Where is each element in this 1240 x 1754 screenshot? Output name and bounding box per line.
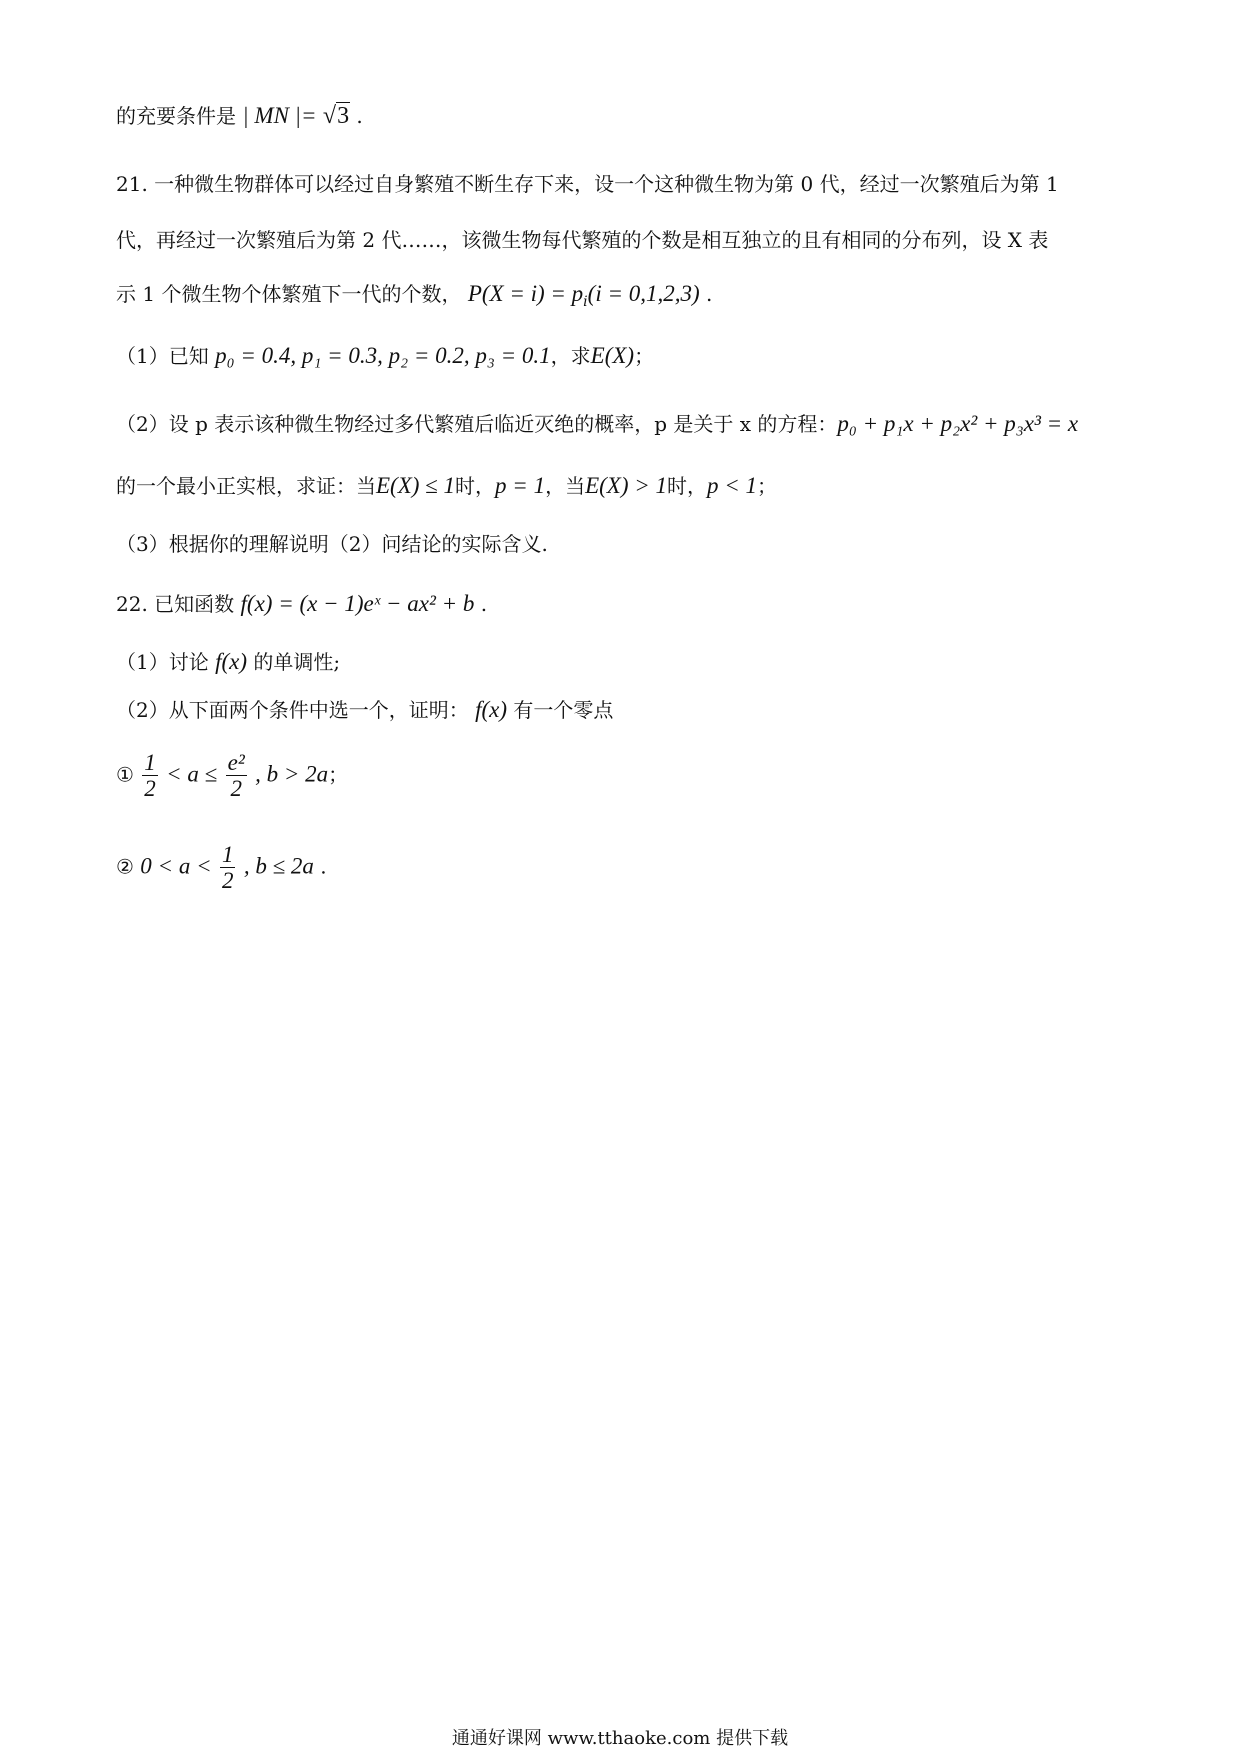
condition-2: ② 0 < a < $\frac{1}{2}$ , b ≤ 2a .	[116, 842, 327, 894]
circled-two-mark: ②	[116, 854, 134, 879]
question-number-21: 21.	[116, 172, 148, 196]
page-footer: 通通好课网 www.tthaoke.com 提供下载	[451, 1728, 789, 1749]
q22-part-2: （2）从下面两个条件中选一个，证明： f(x) 有一个零点	[116, 697, 614, 722]
q21-line-1: 21. 一种微生物群体可以经过自身繁殖不断生存下来，设一个这种微生物为第 0 代，经过一次繁殖后为第 1	[116, 172, 1059, 196]
question-number-22: 22.	[116, 592, 148, 616]
q21-line-2: 代，再经过一次繁殖后为第 2 代……，该微生物每代繁殖的个数是相互独立的且有相同的分布列，设 X 表	[116, 228, 1049, 252]
q22-part-1: （1）讨论 f(x) 的单调性;	[116, 649, 341, 674]
q21-part-3: （3）根据你的理解说明（2）问结论的实际含义.	[116, 532, 548, 556]
q21-part-2b: 的一个最小正实根，求证：当E(X) ≤ 1时，p = 1，当E(X) > 1时，p < 1；	[116, 473, 778, 498]
fraction-one-half: $\frac{1}{2}$	[221, 842, 234, 894]
q21-part-1: （1）已知 p₀ = 0.4, p₁ = 0.3, p₂ = 0.2, p₃ = 0.1，求E(X)；	[116, 343, 655, 368]
q21-part-2a: （2）设 p 表示该种微生物经过多代繁殖后临近灭绝的概率，p 是关于 x 的方程：p₀ + p₁x + p₂x² + p₃x³ = x	[116, 411, 1079, 436]
q21-line-3: 示 1 个微生物个体繁殖下一代的个数， $P(X = i) = p_i(i = 0,1,2,3)$ .	[116, 281, 713, 310]
fraction-one-half: $\frac{1}{2}$	[144, 750, 156, 802]
q22-stem: 22. 已知函数 f(x) = (x − 1)eˣ − ax² + b .	[116, 591, 488, 616]
fraction-e-squared-half: $\frac{\text{e²}}{2}$	[227, 750, 245, 802]
sqrt-symbol: √3	[322, 103, 350, 129]
condition-1: ① $\frac{1}{2}$ < a ≤ $\frac{\text{e²}}{2}$ , b > 2a；	[116, 750, 349, 802]
line-iff-condition: 的充要条件是 | MN |= √3 .	[116, 103, 363, 129]
circled-one-mark: ①	[116, 762, 134, 787]
